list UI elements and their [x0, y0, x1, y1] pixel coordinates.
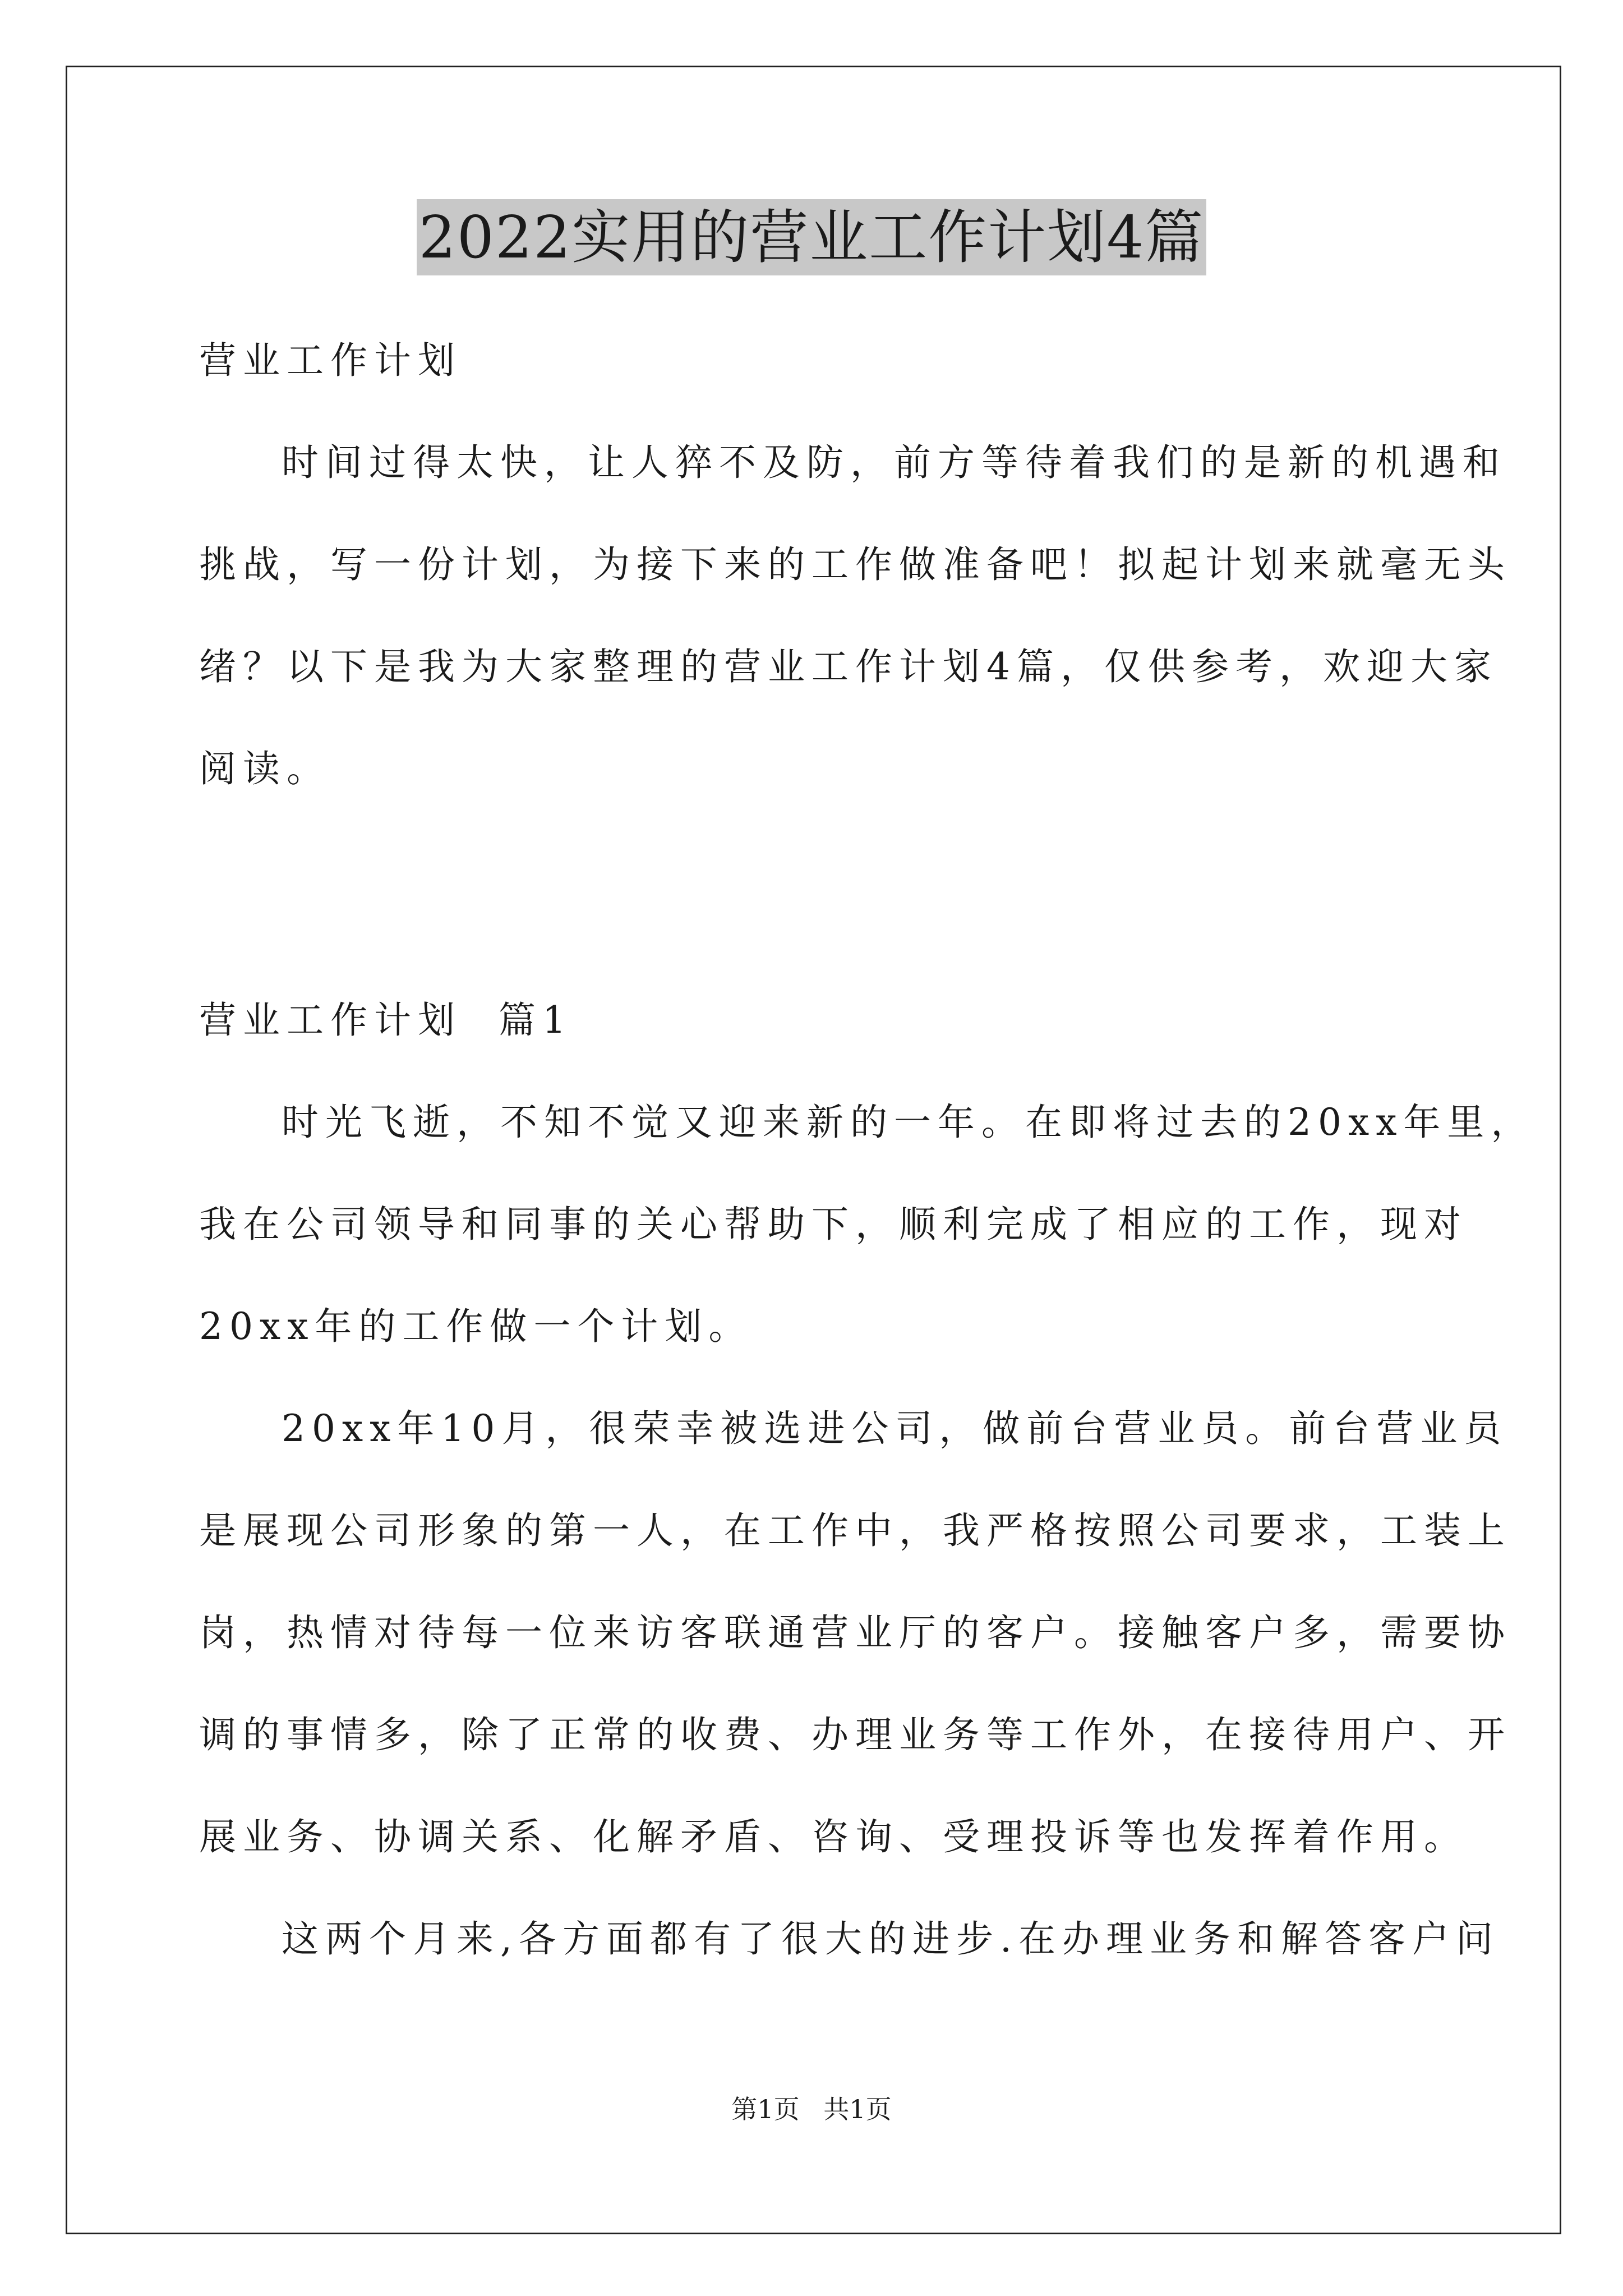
page-footer	[0, 2092, 1623, 2126]
page-total: 共1页	[823, 2094, 892, 2124]
paragraph-1	[199, 1071, 1535, 1378]
paragraph-line: 时光飞逝，不知不觉又迎来新的一年。在即将过去的20xx年里，	[282, 1101, 1535, 1144]
paragraph-2	[199, 1378, 1511, 1888]
intro-line: 绪？以下是我为大家整理的营业工作计划4篇，仅供参考，欢迎大家	[199, 645, 1498, 688]
paragraph-line: 20xx年的工作做一个计划。	[199, 1305, 753, 1348]
intro-line: 阅读。	[199, 747, 330, 790]
page-number: 第1页	[731, 2094, 800, 2124]
paragraph-line: 岗，热情对待每一位来访客联通营业厅的客户。接触客户多，需要协	[199, 1611, 1511, 1654]
paragraph-line: 展业务、协调关系、化解矛盾、咨询、受理投诉等也发挥着作用。	[199, 1815, 1468, 1858]
paragraph-line: 20xx年10月，很荣幸被选进公司，做前台营业员。前台营业员	[282, 1407, 1508, 1450]
paragraph-line: 我在公司领导和同事的关心帮助下，顺利完成了相应的工作，现对	[199, 1203, 1468, 1246]
intro-paragraph	[199, 412, 1511, 820]
section-heading	[199, 969, 1461, 1071]
intro-heading	[199, 310, 1461, 412]
section-heading-text: 营业工作计划 篇1	[199, 999, 573, 1042]
paragraph-line: 调的事情多，除了正常的收费、办理业务等工作外，在接待用户、开	[199, 1713, 1511, 1756]
intro-heading-text: 营业工作计划	[199, 339, 462, 382]
document-title: 2022实用的营业工作计划4篇	[417, 199, 1207, 275]
paragraph-3	[199, 1888, 1500, 1990]
document-title-wrap	[0, 199, 1623, 275]
paragraph-line: 是展现公司形象的第一人，在工作中，我严格按照公司要求，工装上	[199, 1509, 1511, 1552]
intro-line: 时间过得太快，让人猝不及防，前方等待着我们的是新的机遇和	[282, 441, 1506, 484]
intro-line: 挑战，写一份计划，为接下来的工作做准备吧！拟起计划来就毫无头	[199, 543, 1511, 586]
paragraph-line: 这两个月来,各方面都有了很大的进步.在办理业务和解答客户问	[282, 1917, 1500, 1961]
